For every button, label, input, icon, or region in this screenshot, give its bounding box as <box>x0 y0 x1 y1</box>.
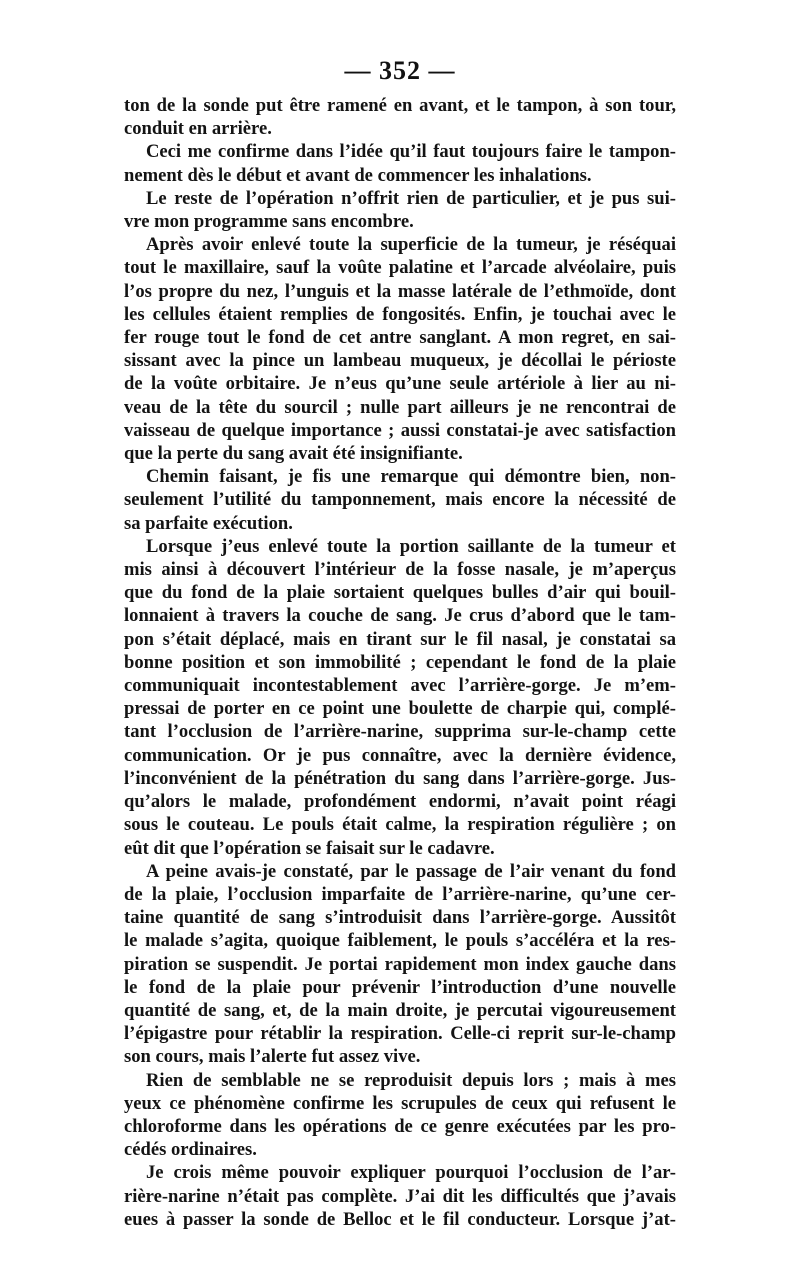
text-line: cédés ordinaires. <box>124 1139 257 1161</box>
text-line: Après avoir enlevé toute la superficie de la tumeur, je réséquai <box>146 234 676 256</box>
text-line: l’épigastre pour rétablir la respiration. Celle-ci reprit sur-le-champ <box>124 1023 676 1045</box>
text-line: Le reste de l’opération n’offrit rien de particulier, et je pus sui- <box>146 187 676 209</box>
text-line: sous le couteau. Le pouls était calme, la respiration régulière ; on <box>124 814 676 836</box>
text-line: nement dès le début et avant de commencer les inhalations. <box>124 164 592 186</box>
text-line: de la plaie, l’occlusion imparfaite de l’arrière-narine, qu’une cer- <box>124 883 676 905</box>
text-line: vre mon programme sans encombre. <box>124 211 414 233</box>
text-line: Je crois même pouvoir expliquer pourquoi l’occlusion de l’ar- <box>146 1162 676 1184</box>
text-line: son cours, mais l’alerte fut assez vive. <box>124 1046 421 1068</box>
text-line: yeux ce phénomène confirme les scrupules de ceux qui refusent le <box>124 1092 676 1114</box>
text-line: Rien de semblable ne se reproduisit depuis lors ; mais à mes <box>146 1069 676 1091</box>
text-line: l’os propre du nez, l’unguis et la masse latérale de l’ethmoïde, dont <box>124 280 676 302</box>
text-line: le fond de la plaie pour prévenir l’introduction d’une nouvelle <box>124 976 676 998</box>
text-line: bonne position et son immobilité ; cependant le fond de la plaie <box>124 651 676 673</box>
text-line: chloroforme dans les opérations de ce genre exécutées par les pro- <box>124 1115 676 1137</box>
text-line: ton de la sonde put être ramené en avant, et le tampon, à son tour, <box>124 95 676 116</box>
text-line: vaisseau de quelque importance ; aussi constatai-je avec satisfaction <box>124 419 676 441</box>
text-line: pressai de porter en ce point une boulette de charpie qui, complé- <box>124 698 676 720</box>
text-line: eût dit que l’opération se faisait sur le cadavre. <box>124 837 495 859</box>
text-line: pon s’était déplacé, mais en tirant sur le fil nasal, je constatai sa <box>124 628 676 650</box>
text-line: tout le maxillaire, sauf la voûte palatine et l’arcade alvéolaire, puis <box>124 257 676 279</box>
text-line: que la perte du sang avait été insignifiante. <box>124 443 463 465</box>
text-line: Lorsque j’eus enlevé toute la portion saillante de la tumeur et <box>146 535 676 557</box>
text-line: rière-narine n’était pas complète. J’ai dit les difficultés que j’avais <box>124 1185 676 1207</box>
text-line: quantité de sang, et, de la main droite, je percutai vigoureusement <box>124 999 676 1021</box>
text-line: seulement l’utilité du tamponnement, mais encore la nécessité de <box>124 489 676 511</box>
text-line: mis ainsi à découvert l’intérieur de la fosse nasale, je m’aperçus <box>124 559 676 581</box>
text-line: lonnaient à travers la couche de sang. Je crus d’abord que le tam- <box>124 605 676 627</box>
text-line: Chemin faisant, je fis une remarque qui démontre bien, non- <box>146 466 676 488</box>
text-line: sissant avec la pince un lambeau muqueux, je décollai le périoste <box>124 350 676 372</box>
text-line: tant l’occlusion de l’arrière-narine, supprima sur-le-champ cette <box>124 721 676 743</box>
body-text <box>124 94 676 1231</box>
text-line: veau de la tête du sourcil ; nulle part ailleurs je ne rencontrai de <box>124 396 676 418</box>
text-line: fer rouge tout le fond de cet antre sanglant. A mon regret, en sai- <box>124 327 676 349</box>
text-line: eues à passer la sonde de Belloc et le fil conducteur. Lorsque j’at- <box>124 1208 676 1230</box>
page-number: — 352 — <box>344 56 456 85</box>
text-line: communication. Or je pus connaître, avec la dernière évidence, <box>124 744 676 766</box>
text-line: de la voûte orbitaire. Je n’eus qu’une seule artériole à lier au ni- <box>124 373 676 395</box>
text-line: que du fond de la plaie sortaient quelques bulles d’air qui bouil- <box>124 582 676 604</box>
text-line: taine quantité de sang s’introduisit dans l’arrière-gorge. Aussitôt <box>124 907 676 929</box>
text-line: sa parfaite exécution. <box>124 512 293 534</box>
text-line: piration se suspendit. Je portai rapidement mon index gauche dans <box>124 953 676 975</box>
text-line: Ceci me confirme dans l’idée qu’il faut toujours faire le tampon- <box>146 141 676 163</box>
text-line: conduit en arrière. <box>124 118 272 140</box>
text-line: le malade s’agita, quoique faiblement, le pouls s’accéléra et la res- <box>124 930 676 952</box>
text-line: l’inconvénient de la pénétration du sang dans l’arrière-gorge. Jus- <box>124 767 676 789</box>
text-line: communiquait incontestablement avec l’arrière-gorge. Je m’em- <box>124 675 676 697</box>
text-line: A peine avais-je constaté, par le passage de l’air venant du fond <box>146 860 676 882</box>
text-line: les cellules étaient remplies de fongosités. Enfin, je touchai avec le <box>124 303 676 325</box>
text-line: qu’alors le malade, profondément endormi, n’avait point réagi <box>124 791 676 813</box>
